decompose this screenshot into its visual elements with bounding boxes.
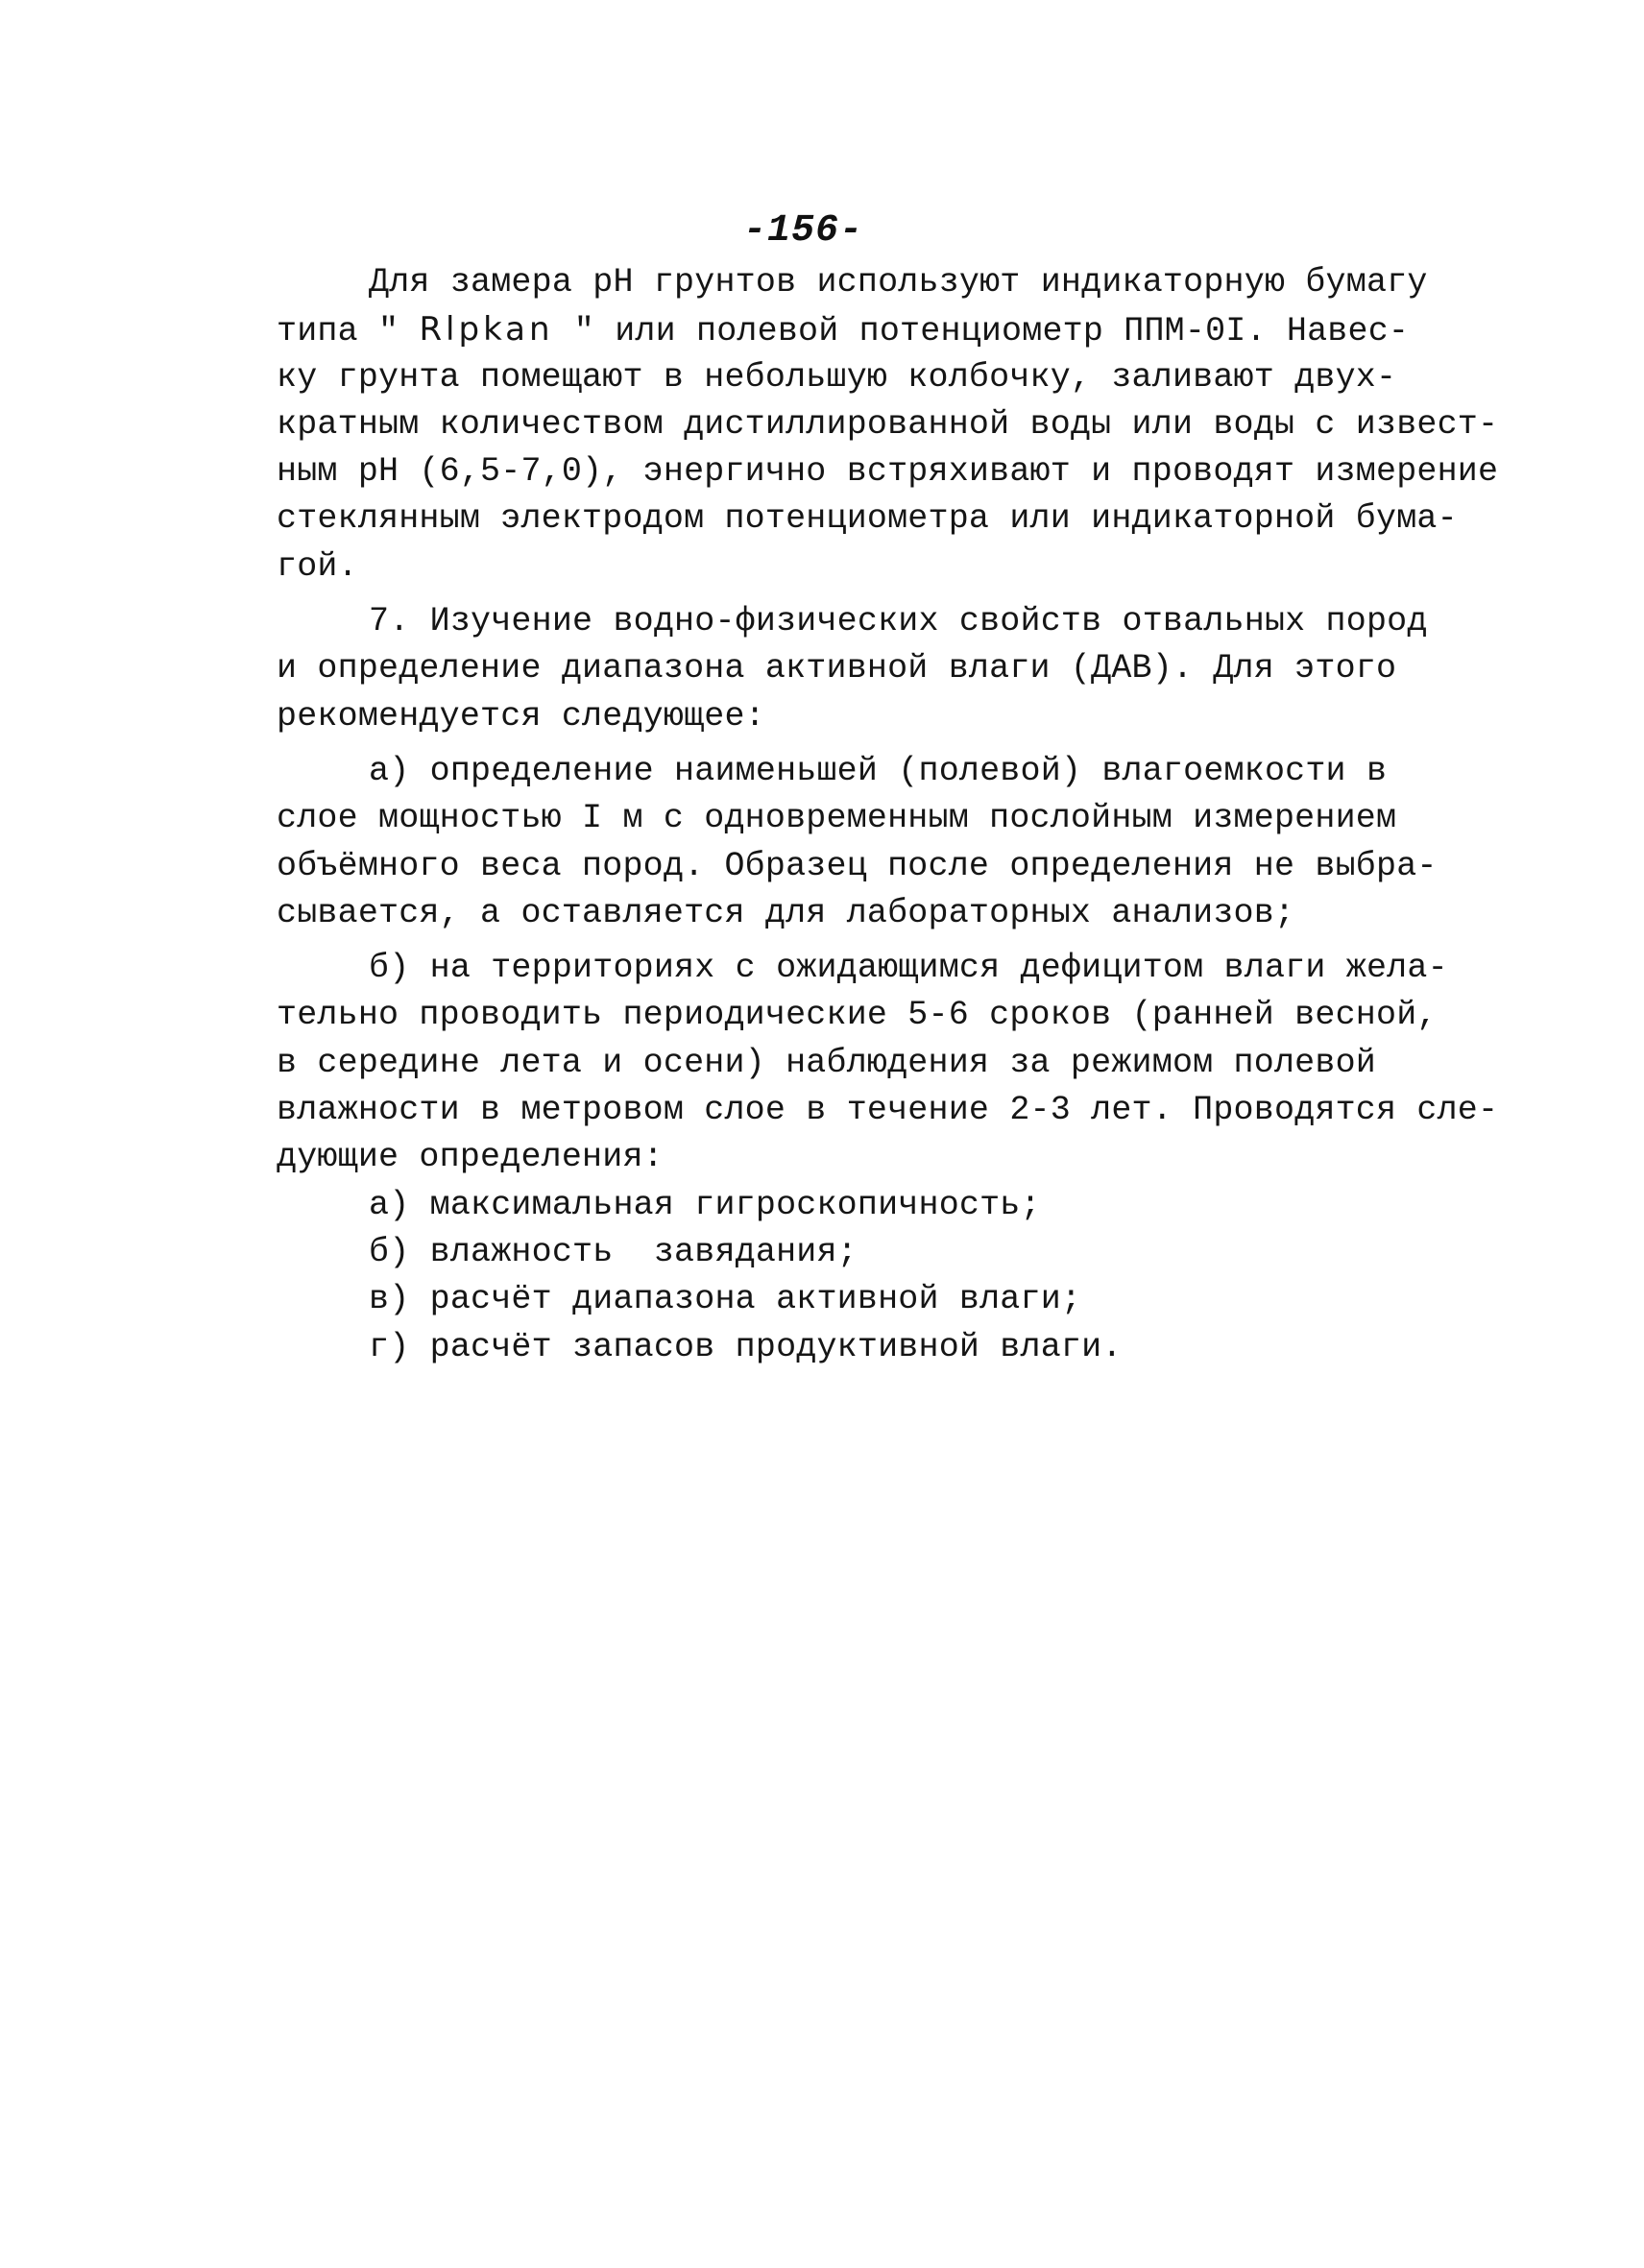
text-line: 7. Изучение водно-физических свойств отвальных пород (369, 602, 1428, 641)
text-line: Для замера pH грунтов используют индикаторную бумагу (369, 263, 1428, 302)
text-line (277, 306, 1458, 353)
handwritten-word: Rlpkan (419, 310, 554, 350)
text-line: б) на территориях с ожидающимся дефицитом влаги жела- (369, 949, 1448, 988)
text-line: рекомендуется следующее: (277, 696, 765, 736)
text-line: сывается, а оставляется для лабораторных анализов; (277, 893, 1295, 932)
text-line: кратным количеством дистиллированной воды или воды с извест- (277, 404, 1499, 444)
text-line: в середине лета и осени) наблюдения за режимом полевой (277, 1043, 1376, 1082)
text-line: стеклянным электродом потенциометра или индикаторной бума- (277, 499, 1458, 539)
text-line: и определение диапазона активной влаги (ДАВ). Для этого (277, 649, 1397, 688)
text-line: слое мощностью I м с одновременным послойным измерением (277, 799, 1397, 838)
text-span: типа " (277, 312, 420, 351)
text-line: гой. (277, 546, 358, 586)
page-number: -156- (743, 209, 864, 253)
list-item: в) расчёт диапазона активной влаги; (369, 1280, 1082, 1319)
text-line: ным pH (6,5-7,0), энергично встряхивают и проводят измерение (277, 452, 1499, 492)
text-line: а) определение наименьшей (полевой) влагоемкости в (369, 751, 1388, 790)
body-text (277, 259, 1499, 1371)
text-line: дующие определения: (277, 1138, 664, 1177)
text-line: влажности в метровом слое в течение 2-3 лет. Проводятся сле- (277, 1091, 1499, 1130)
list-item: г) расчёт запасов продуктивной влаги. (369, 1327, 1123, 1366)
text-span: " или полевой потенциометр ППМ-0I. Навес- (553, 312, 1410, 351)
text-line: объёмного веса пород. Образец после определения не выбра- (277, 846, 1438, 885)
list-item: б) влажность завядания; (369, 1232, 858, 1271)
text-line: ку грунта помещают в небольшую колбочку, заливают двух- (277, 357, 1397, 397)
text-line: тельно проводить периодические 5-6 сроков (ранней весной, (277, 996, 1438, 1035)
list-item: а) максимальная гигроскопичность; (369, 1185, 1041, 1224)
